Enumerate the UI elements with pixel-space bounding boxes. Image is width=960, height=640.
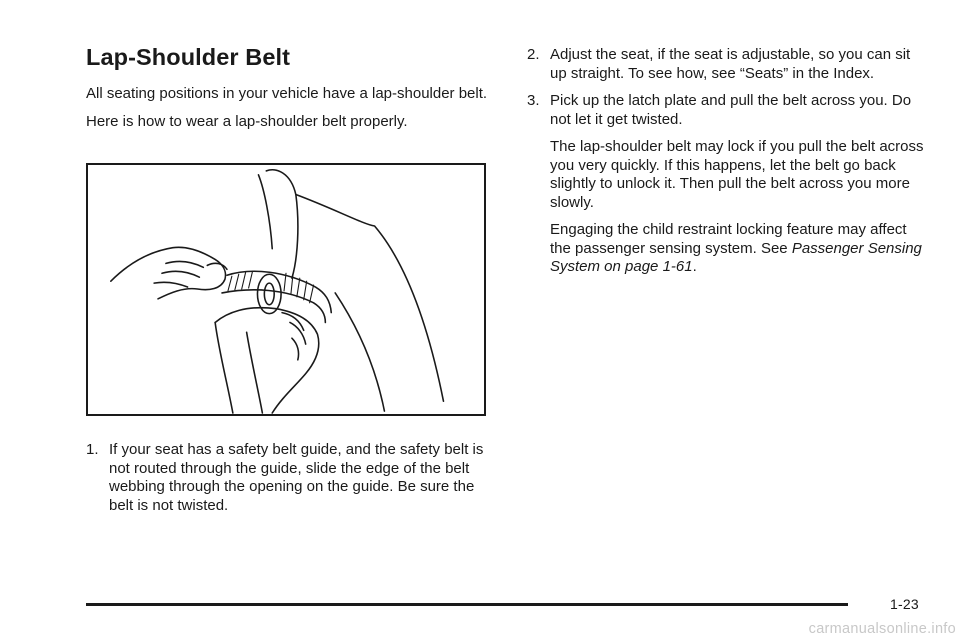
left-hand-fingers [154, 261, 203, 287]
seatback-seam [335, 293, 384, 411]
belt-guide-opening [264, 283, 274, 305]
page-number: 1-23 [890, 596, 919, 612]
intro-paragraph-2: Here is how to wear a lap-shoulder belt properly. [86, 112, 408, 130]
step-2-text: Adjust the seat, if the seat is adjustable, so you can sit up straight. To see how, see “Seats” in the Index. [550, 46, 911, 82]
left-hand [111, 247, 226, 299]
step-2 [527, 46, 927, 83]
step-2-number: 2. [527, 46, 540, 63]
step-3-number: 3. [527, 92, 540, 109]
page-title: Lap-Shoulder Belt [86, 44, 291, 70]
safety-belt-guide-illustration [86, 163, 486, 416]
footer-rule [86, 603, 848, 606]
step-1-text: If your seat has a safety belt guide, and the safety belt is not routed through the guide, slide the edge of the belt webbing through the opening on the guide. Be sure the belt is not twisted. [109, 441, 484, 514]
left-column [86, 44, 488, 140]
passenger-sensing-suffix: . [692, 258, 697, 275]
headrest-edge [258, 175, 272, 249]
passenger-sensing-link[interactable]: Passenger Sensing System on page 1-61 [550, 239, 922, 275]
step-1-number: 1. [86, 441, 99, 458]
right-wrist [215, 322, 233, 413]
right-hand-fingers [282, 313, 306, 360]
passenger-sensing-note [527, 221, 927, 277]
seatback-outline [296, 195, 444, 402]
intro-paragraph-1: All seating positions in your vehicle have a lap-shoulder belt. [86, 85, 488, 102]
step-3-text: Pick up the latch plate and pull the belt across you. Do not let it get twisted. [550, 92, 912, 128]
right-hand [215, 308, 319, 413]
watermark: carmanualsonline.info [808, 621, 956, 637]
step-1 [86, 441, 488, 524]
seat-left-edge [247, 332, 263, 413]
passenger-sensing-prefix: Engaging the child restraint locking feature may affect the passenger sensing system. See [550, 221, 907, 257]
step-3 [527, 92, 927, 129]
headrest-outline [266, 170, 298, 278]
right-column [527, 46, 927, 286]
belt-lock-note: The lap-shoulder belt may lock if you pull the belt across you very quickly. If this happens, let the belt go back slightly to unlock it. Then pull the belt across you more slowly. [550, 138, 924, 211]
